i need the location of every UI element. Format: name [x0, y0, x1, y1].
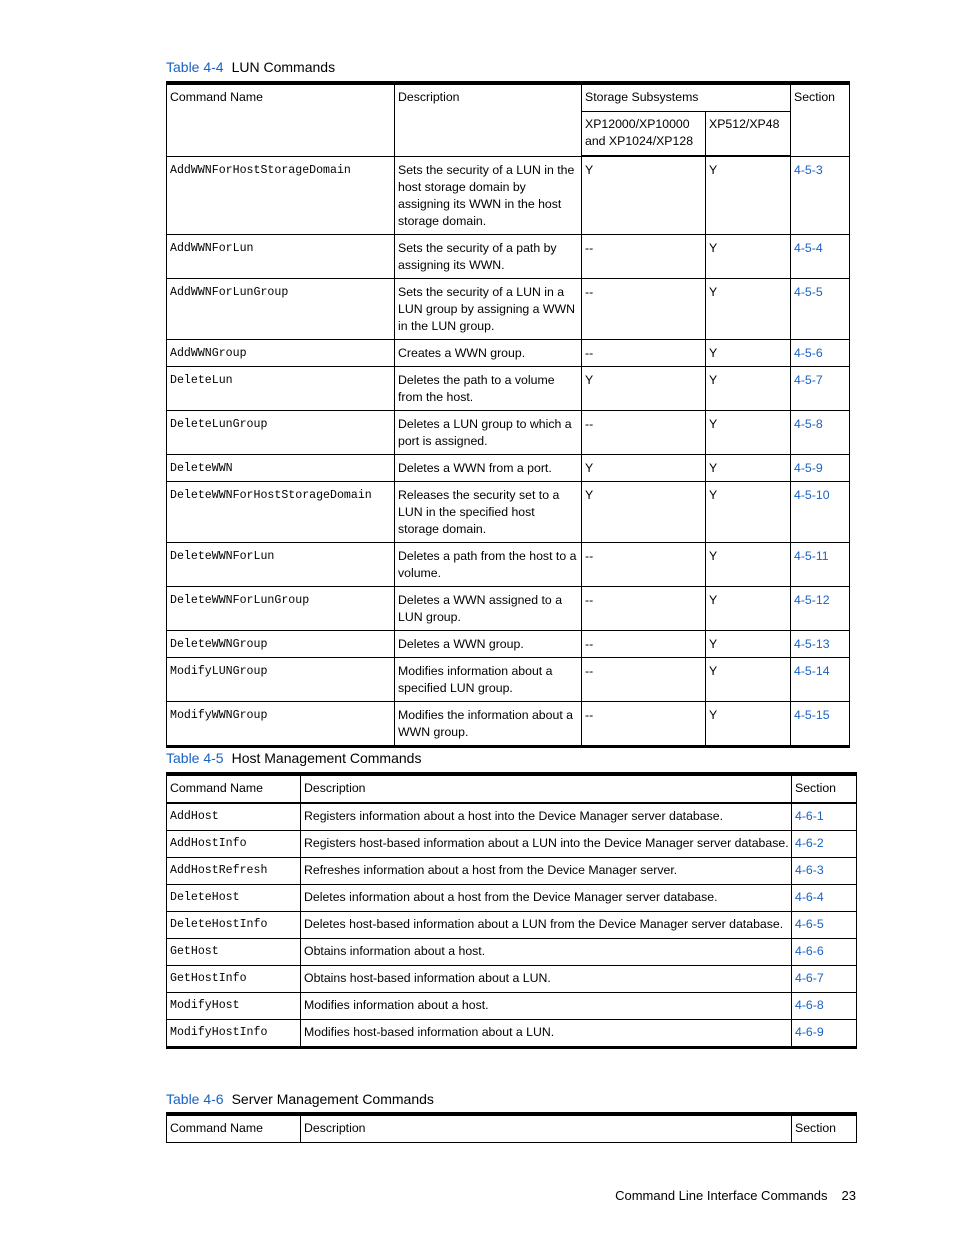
command-name-cell: DeleteWWN	[167, 454, 395, 481]
host-management-table	[166, 772, 857, 1049]
table-row	[167, 858, 857, 885]
xp512-support-cell: Y	[706, 278, 791, 339]
section-link[interactable]: 4-6-5	[792, 912, 857, 939]
command-name-cell: AddWWNForLunGroup	[167, 278, 395, 339]
command-name-cell: DeleteLun	[167, 366, 395, 410]
header-description: Description	[395, 83, 582, 156]
description-cell: Sets the security of a path by assigning its WWN.	[395, 234, 582, 278]
table-4-6-title: Server Management Commands	[231, 1091, 434, 1107]
xp12000-support-cell: --	[582, 657, 706, 701]
command-name-cell: ModifyHost	[167, 993, 301, 1020]
description-cell: Releases the security set to a LUN in the specified host storage domain.	[395, 481, 582, 542]
command-name-cell: AddWWNForHostStorageDomain	[167, 156, 395, 234]
command-name-cell: ModifyHostInfo	[167, 1020, 301, 1048]
command-name-cell: DeleteLunGroup	[167, 410, 395, 454]
section-link[interactable]: 4-5-8	[791, 410, 850, 454]
table-row	[167, 366, 850, 410]
table-row	[167, 885, 857, 912]
section-link[interactable]: 4-5-3	[791, 156, 850, 234]
xp512-support-cell: Y	[706, 234, 791, 278]
description-cell: Modifies information about a specified LUN group.	[395, 657, 582, 701]
command-name-cell: AddWWNForLun	[167, 234, 395, 278]
section-link[interactable]: 4-6-4	[792, 885, 857, 912]
xp12000-support-cell: --	[582, 410, 706, 454]
command-name-cell: DeleteWWNForLun	[167, 542, 395, 586]
table-4-5-number-link[interactable]: Table 4-5	[166, 750, 224, 766]
header-description: Description	[301, 774, 792, 803]
section-link[interactable]: 4-5-11	[791, 542, 850, 586]
command-name-cell: GetHostInfo	[167, 966, 301, 993]
command-name-cell: AddWWNGroup	[167, 339, 395, 366]
section-link[interactable]: 4-5-14	[791, 657, 850, 701]
table-row	[167, 542, 850, 586]
command-name-cell: AddHostRefresh	[167, 858, 301, 885]
table-row	[167, 912, 857, 939]
header-xp12000: XP12000/XP10000 and XP1024/XP128	[582, 112, 706, 157]
footer-chapter-title: Command Line Interface Commands	[615, 1188, 828, 1203]
section-link[interactable]: 4-6-7	[792, 966, 857, 993]
command-name-cell: ModifyWWNGroup	[167, 701, 395, 746]
lun-commands-body	[167, 156, 850, 746]
section-link[interactable]: 4-5-12	[791, 586, 850, 630]
header-command-name: Command Name	[167, 1114, 301, 1143]
description-cell: Refreshes information about a host from the Device Manager server.	[301, 858, 792, 885]
xp12000-support-cell: --	[582, 542, 706, 586]
section-link[interactable]: 4-5-5	[791, 278, 850, 339]
command-name-cell: DeleteHost	[167, 885, 301, 912]
section-link[interactable]: 4-5-15	[791, 701, 850, 746]
lun-commands-table	[166, 81, 850, 748]
host-management-body	[167, 803, 857, 1048]
command-name-cell: DeleteWWNForLunGroup	[167, 586, 395, 630]
table-row	[167, 410, 850, 454]
description-cell: Registers host-based information about a LUN into the Device Manager server database.	[301, 831, 792, 858]
xp512-support-cell: Y	[706, 701, 791, 746]
section-link[interactable]: 4-6-3	[792, 858, 857, 885]
header-section: Section	[792, 1114, 857, 1143]
xp12000-support-cell: --	[582, 586, 706, 630]
header-command-name: Command Name	[167, 774, 301, 803]
header-command-name: Command Name	[167, 83, 395, 156]
table-4-4-title: LUN Commands	[231, 59, 336, 75]
description-cell: Sets the security of a LUN in a LUN group by assigning a WWN in the LUN group.	[395, 278, 582, 339]
page-number: 23	[841, 1188, 856, 1203]
table-row	[167, 586, 850, 630]
section-link[interactable]: 4-5-7	[791, 366, 850, 410]
page-footer	[615, 1188, 856, 1204]
table-row	[167, 339, 850, 366]
table-row	[167, 234, 850, 278]
description-cell: Deletes a path from the host to a volume.	[395, 542, 582, 586]
xp512-support-cell: Y	[706, 481, 791, 542]
command-name-cell: DeleteWWNForHostStorageDomain	[167, 481, 395, 542]
xp512-support-cell: Y	[706, 542, 791, 586]
description-cell: Deletes the path to a volume from the host.	[395, 366, 582, 410]
description-cell: Obtains host-based information about a LUN.	[301, 966, 792, 993]
xp12000-support-cell: Y	[582, 454, 706, 481]
header-section: Section	[791, 83, 850, 156]
command-name-cell: AddHostInfo	[167, 831, 301, 858]
header-xp512: XP512/XP48	[706, 112, 791, 157]
table-row	[167, 966, 857, 993]
xp12000-support-cell: --	[582, 339, 706, 366]
description-cell: Registers information about a host into the Device Manager server database.	[301, 803, 792, 831]
xp12000-support-cell: Y	[582, 156, 706, 234]
section-link[interactable]: 4-5-10	[791, 481, 850, 542]
description-cell: Deletes a LUN group to which a port is assigned.	[395, 410, 582, 454]
table-row	[167, 657, 850, 701]
table-4-5-title: Host Management Commands	[231, 750, 422, 766]
xp512-support-cell: Y	[706, 366, 791, 410]
table-4-4-caption	[166, 59, 335, 75]
table-4-6-number-link[interactable]: Table 4-6	[166, 1091, 224, 1107]
command-name-cell: AddHost	[167, 803, 301, 831]
section-link[interactable]: 4-6-1	[792, 803, 857, 831]
description-cell: Obtains information about a host.	[301, 939, 792, 966]
xp12000-support-cell: --	[582, 701, 706, 746]
description-cell: Deletes information about a host from the Device Manager server database.	[301, 885, 792, 912]
description-cell: Deletes a WWN assigned to a LUN group.	[395, 586, 582, 630]
table-row	[167, 454, 850, 481]
table-4-5-caption	[166, 750, 421, 766]
table-row	[167, 993, 857, 1020]
table-row	[167, 803, 857, 831]
section-link[interactable]: 4-6-2	[792, 831, 857, 858]
table-row	[167, 278, 850, 339]
command-name-cell: ModifyLUNGroup	[167, 657, 395, 701]
header-description: Description	[301, 1114, 792, 1143]
table-row	[167, 481, 850, 542]
xp12000-support-cell: --	[582, 234, 706, 278]
table-row	[167, 939, 857, 966]
description-cell: Modifies information about a host.	[301, 993, 792, 1020]
xp12000-support-cell: Y	[582, 366, 706, 410]
table-4-6-caption	[166, 1091, 434, 1107]
command-name-cell: DeleteWWNGroup	[167, 630, 395, 657]
table-4-4-number-link[interactable]: Table 4-4	[166, 59, 224, 75]
section-link[interactable]: 4-6-6	[792, 939, 857, 966]
command-name-cell: GetHost	[167, 939, 301, 966]
section-link[interactable]: 4-5-6	[791, 339, 850, 366]
description-cell: Deletes host-based information about a LUN from the Device Manager server database.	[301, 912, 792, 939]
xp512-support-cell: Y	[706, 630, 791, 657]
xp512-support-cell: Y	[706, 156, 791, 234]
section-link[interactable]: 4-5-13	[791, 630, 850, 657]
xp512-support-cell: Y	[706, 657, 791, 701]
section-link[interactable]: 4-5-4	[791, 234, 850, 278]
xp512-support-cell: Y	[706, 454, 791, 481]
description-cell: Creates a WWN group.	[395, 339, 582, 366]
description-cell: Modifies the information about a WWN group.	[395, 701, 582, 746]
section-link[interactable]: 4-6-9	[792, 1020, 857, 1048]
description-cell: Deletes a WWN from a port.	[395, 454, 582, 481]
xp512-support-cell: Y	[706, 410, 791, 454]
xp12000-support-cell: --	[582, 630, 706, 657]
xp512-support-cell: Y	[706, 586, 791, 630]
header-section: Section	[792, 774, 857, 803]
command-name-cell: DeleteHostInfo	[167, 912, 301, 939]
table-row	[167, 701, 850, 746]
xp512-support-cell: Y	[706, 339, 791, 366]
xp12000-support-cell: Y	[582, 481, 706, 542]
table-row	[167, 630, 850, 657]
table-row	[167, 156, 850, 234]
description-cell: Deletes a WWN group.	[395, 630, 582, 657]
table-row	[167, 1020, 857, 1048]
section-link[interactable]: 4-5-9	[791, 454, 850, 481]
description-cell: Sets the security of a LUN in the host storage domain by assigning its WWN in the host storage domain.	[395, 156, 582, 234]
header-storage-subsystems: Storage Subsystems	[582, 83, 791, 112]
table-row	[167, 831, 857, 858]
section-link[interactable]: 4-6-8	[792, 993, 857, 1020]
server-management-table	[166, 1112, 857, 1143]
description-cell: Modifies host-based information about a LUN.	[301, 1020, 792, 1048]
xp12000-support-cell: --	[582, 278, 706, 339]
